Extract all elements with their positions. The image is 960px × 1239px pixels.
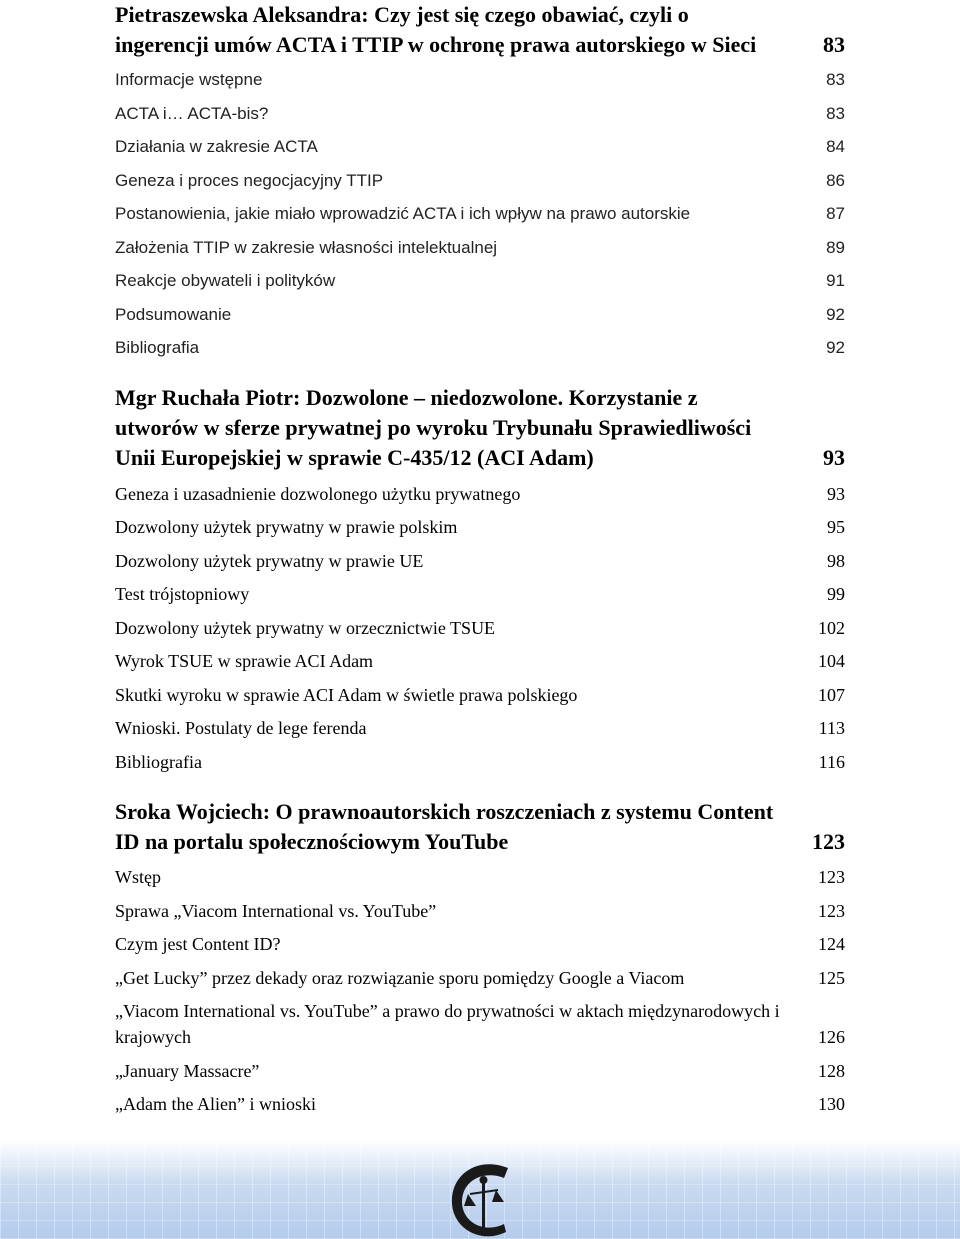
toc-entry[interactable]: [115, 335, 845, 361]
toc-entry[interactable]: [115, 302, 845, 328]
toc-entry-title: Dozwolony użytek prywatny w prawie polskim: [115, 517, 458, 537]
toc-entry[interactable]: [115, 168, 845, 194]
toc-entry-page: 130: [818, 1094, 845, 1114]
toc-entry-title: Bibliografia: [115, 338, 200, 357]
toc-entry-title: Wstęp: [115, 867, 161, 887]
toc-entry-title: Informacje wstępne: [115, 70, 263, 89]
toc-entry-title: Podsumowanie: [115, 304, 232, 324]
toc-entry-page: 89: [826, 237, 845, 257]
toc-entry-page: 123: [818, 867, 845, 887]
publisher-logo-icon: [448, 1160, 520, 1239]
toc-entry[interactable]: [115, 1058, 845, 1084]
toc-section: [115, 361, 845, 775]
toc-entry-title: „Viacom International vs. YouTube” a prawo do prywatności w aktach międzynarodowych i krajowych: [115, 1001, 780, 1047]
toc-entry-page: 84: [826, 137, 845, 156]
toc-entry[interactable]: [115, 67, 845, 93]
toc-entry-title: Postanowienia, jakie miało wprowadzić ACTA i ich wpływ na prawo autorskie: [115, 204, 691, 223]
toc-entry-title: Dozwolony użytek prywatny w prawie UE: [115, 550, 424, 571]
section-heading[interactable]: [115, 797, 845, 857]
toc-entry-page: 124: [818, 934, 845, 954]
toc-entry-title: Czym jest Content ID?: [115, 934, 281, 954]
toc-entry-page: 99: [827, 584, 845, 604]
toc-entry-page: 86: [826, 170, 845, 190]
toc-entry[interactable]: [115, 201, 845, 227]
toc-entry[interactable]: [115, 749, 845, 775]
section-heading-title: Sroka Wojciech: O prawnoautorskich roszczeniach z systemu Content ID na portalu społecznościowym YouTube: [115, 798, 774, 854]
section-heading-page: 123: [812, 828, 845, 854]
toc-entry[interactable]: [115, 514, 845, 540]
toc-entry-title: Sprawa „Viacom International vs. YouTube”: [115, 900, 437, 921]
toc-entry-title: Reakcje obywateli i polityków: [115, 271, 336, 290]
toc-entry-page: 128: [818, 1060, 845, 1081]
toc-entry[interactable]: [115, 134, 845, 160]
toc-entry-page: 104: [818, 651, 845, 671]
toc-entry-page: 107: [818, 684, 845, 705]
toc-entry-title: Wyrok TSUE w sprawie ACI Adam: [115, 651, 374, 671]
toc-entry[interactable]: [115, 1091, 845, 1117]
toc-entry[interactable]: [115, 581, 845, 607]
toc-entry-title: Skutki wyroku w sprawie ACI Adam w świetle prawa polskiego: [115, 684, 578, 705]
toc-entry-title: „Get Lucky” przez dekady oraz rozwiązanie sporu pomiędzy Google a Viacom: [115, 967, 685, 988]
toc-entry[interactable]: [115, 898, 845, 924]
toc-entry[interactable]: [115, 268, 845, 294]
toc-entry-page: 92: [826, 338, 845, 357]
toc-entry[interactable]: [115, 998, 845, 1050]
toc-section: [115, 0, 845, 361]
toc-entry[interactable]: [115, 481, 845, 507]
toc-entry-page: 83: [826, 103, 845, 123]
toc-entry[interactable]: [115, 864, 845, 890]
toc-entry[interactable]: [115, 682, 845, 708]
toc-entry-title: „Adam the Alien” i wnioski: [115, 1094, 316, 1114]
section-heading-title: Pietraszewska Aleksandra: Czy jest się czego obawiać, czyli o ingerencji umów ACTA i TTIP w ochronę prawa autorskiego w Sieci: [115, 2, 757, 57]
toc-entry[interactable]: [115, 235, 845, 261]
toc-entry-title: Geneza i uzasadnienie dozwolonego użytku prywatnego: [115, 483, 521, 504]
section-heading[interactable]: [115, 0, 845, 60]
toc-entry-page: 113: [818, 718, 845, 738]
toc-entry-page: 83: [826, 70, 845, 89]
toc-entry-page: 123: [818, 900, 845, 921]
toc-entry[interactable]: [115, 715, 845, 741]
toc-entry-title: Dozwolony użytek prywatny w orzecznictwie TSUE: [115, 617, 496, 638]
toc-entry-page: 92: [826, 304, 845, 324]
page-footer-band: [0, 1140, 960, 1239]
toc-entry[interactable]: [115, 648, 845, 674]
toc-entry[interactable]: [115, 615, 845, 641]
toc-entry[interactable]: [115, 548, 845, 574]
toc-entry-title: Geneza i proces negocjacyjny TTIP: [115, 170, 384, 190]
toc-entry-page: 102: [818, 617, 845, 638]
toc-entry[interactable]: [115, 101, 845, 127]
toc-entry-title: ACTA i… ACTA-bis?: [115, 103, 269, 123]
toc-entry-page: 95: [827, 517, 845, 537]
toc-entry-title: Założenia TTIP w zakresie własności intelektualnej: [115, 237, 498, 257]
toc-entry-title: Wnioski. Postulaty de lege ferenda: [115, 718, 367, 738]
section-heading-page: 83: [823, 32, 845, 57]
toc-entry-page: 116: [818, 751, 845, 772]
section-heading-title: Mgr Ruchała Piotr: Dozwolone – niedozwolone. Korzystanie z utworów w sferze prywatnej po wyroku Trybunału Sprawiedliwości Unii Europejskiej w sprawie C-435/12 (ACI Adam): [115, 385, 752, 470]
section-heading-page: 93: [823, 445, 845, 470]
toc-entry-page: 91: [826, 271, 845, 290]
toc-entry-title: Test trójstopniowy: [115, 584, 250, 604]
toc-entry-page: 125: [818, 967, 845, 988]
toc-entry-page: 98: [827, 550, 845, 571]
toc-entry-page: 126: [818, 1027, 845, 1047]
section-heading[interactable]: [115, 383, 845, 473]
toc-section: [115, 775, 845, 1118]
toc-entry-title: Działania w zakresie ACTA: [115, 137, 318, 156]
toc-entry[interactable]: [115, 931, 845, 957]
table-of-contents: [115, 0, 845, 1117]
toc-entry-title: Bibliografia: [115, 751, 202, 772]
toc-entry[interactable]: [115, 965, 845, 991]
toc-entry-page: 93: [827, 483, 845, 504]
toc-entry-title: „January Massacre”: [115, 1060, 260, 1081]
toc-entry-page: 87: [826, 204, 845, 223]
